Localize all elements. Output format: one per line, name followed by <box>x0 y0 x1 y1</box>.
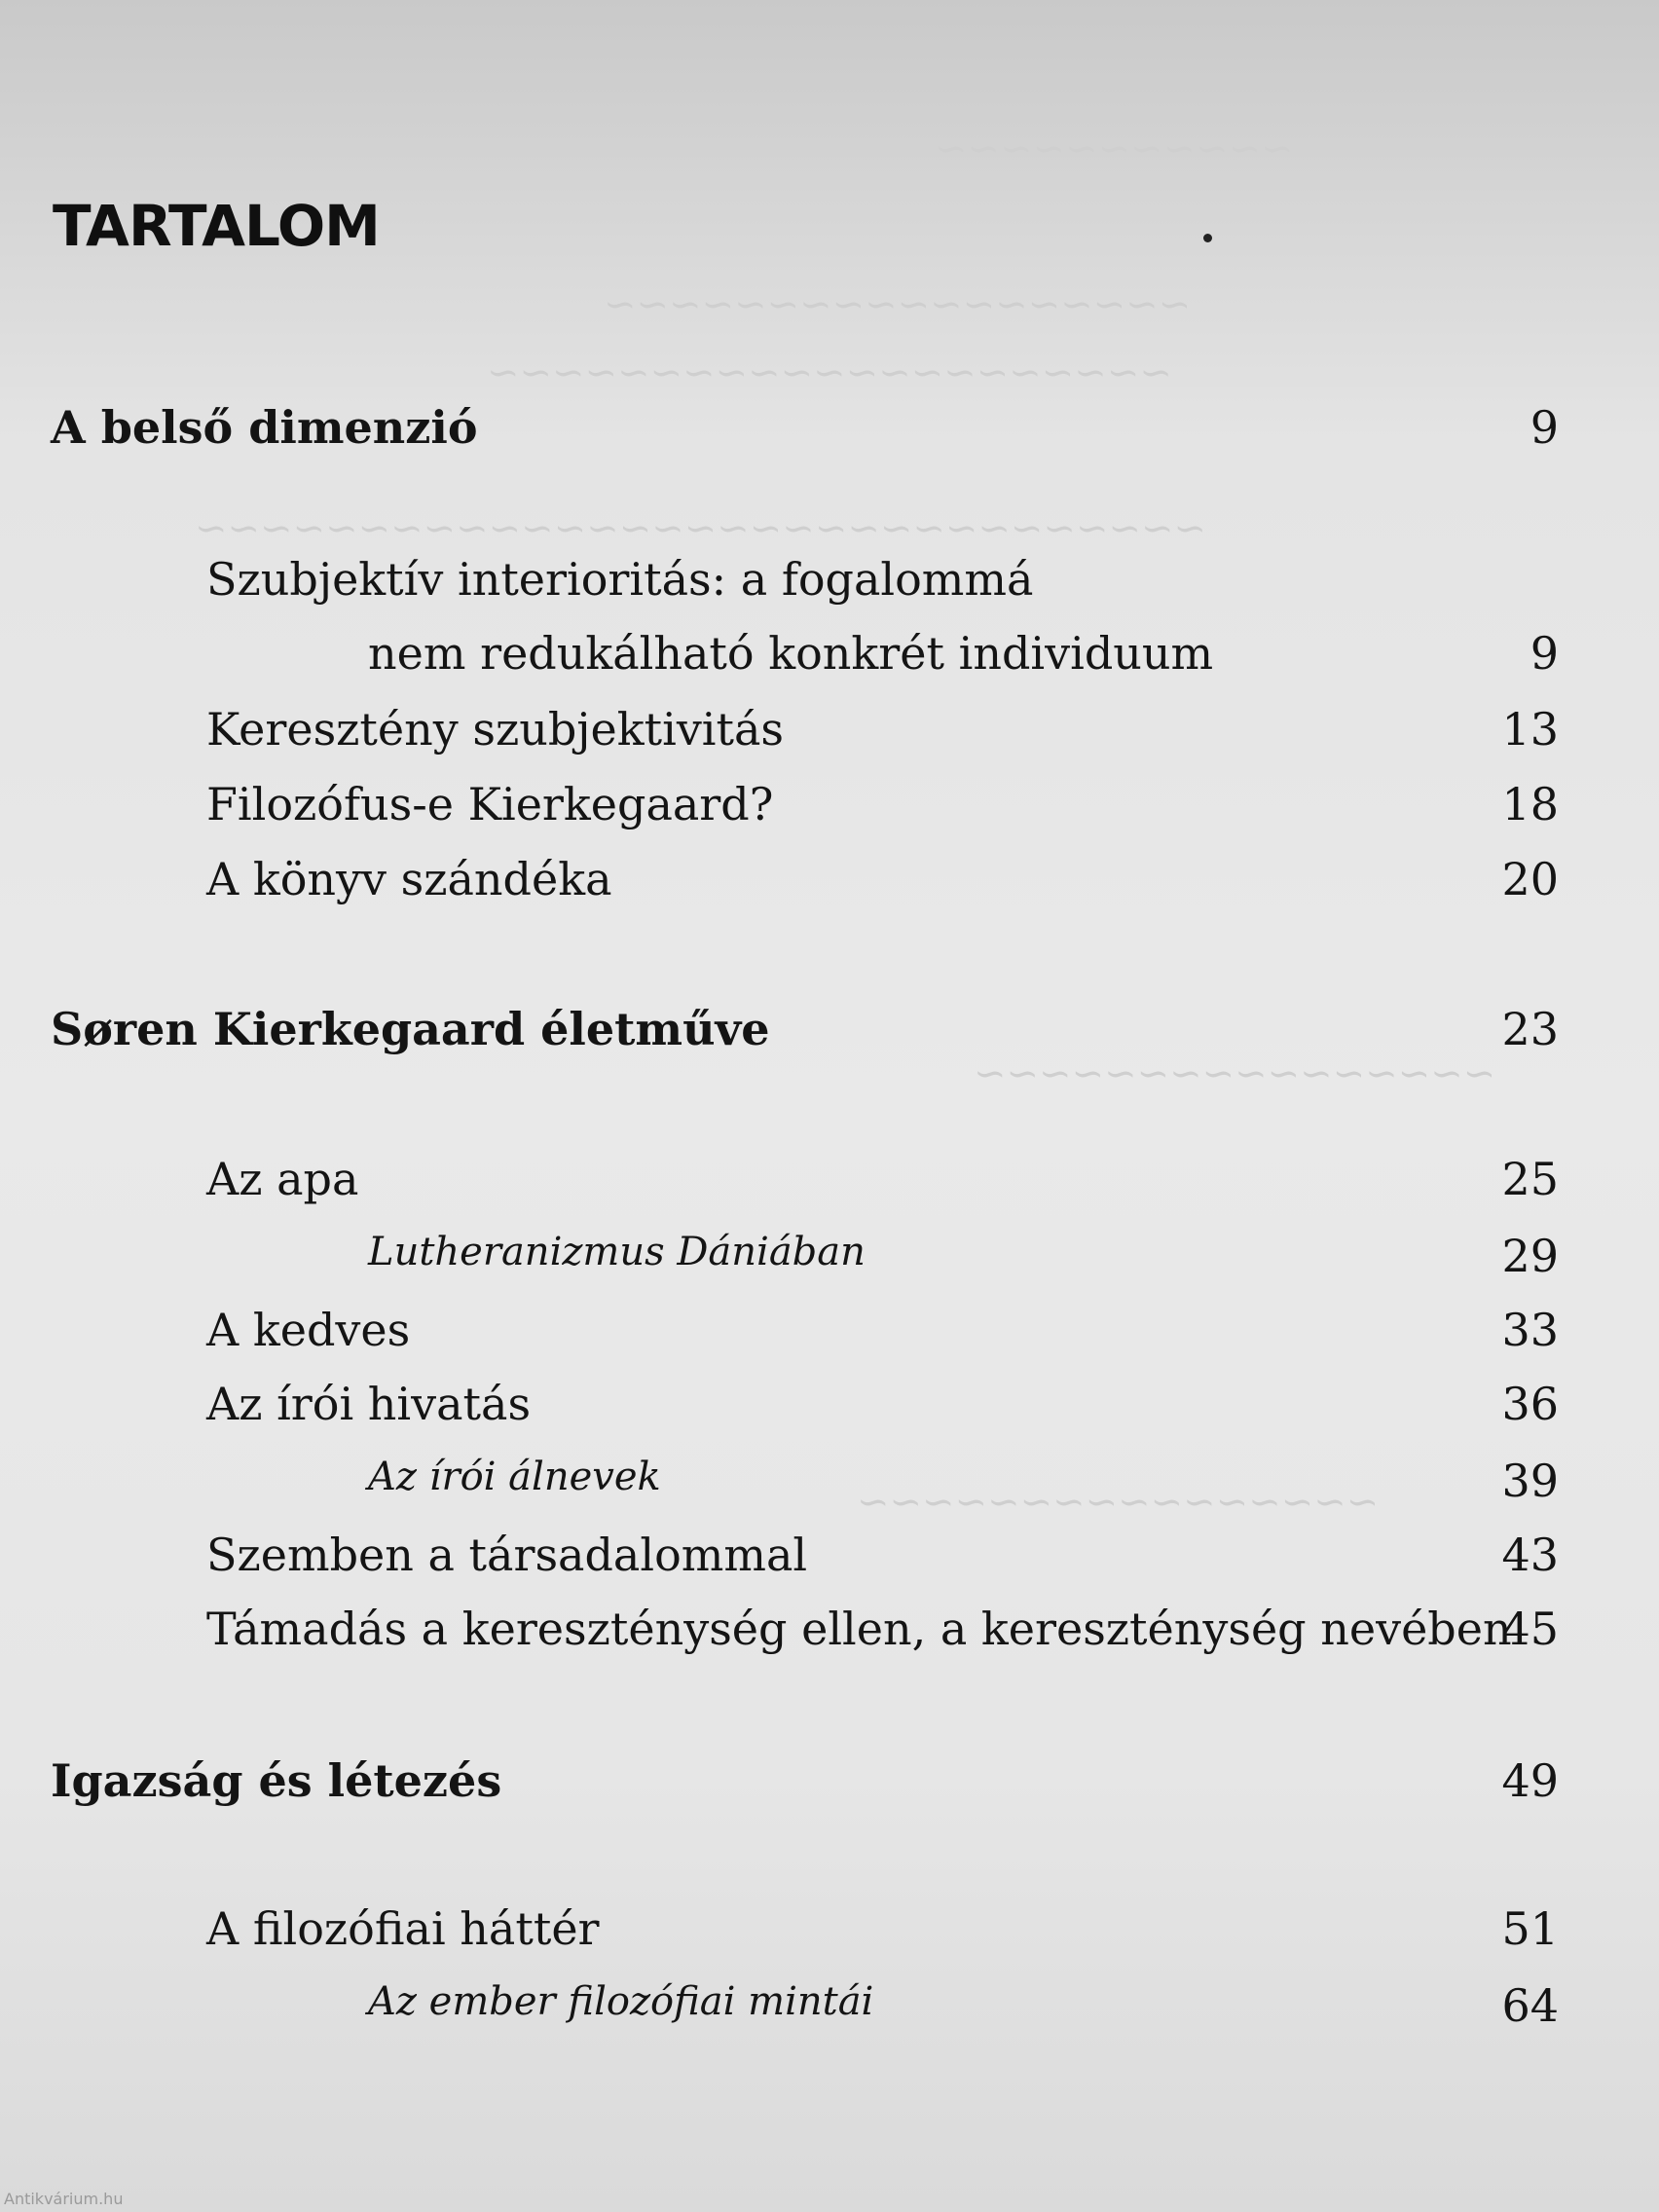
toc-page-number: 9 <box>1530 627 1559 680</box>
toc-page-number: 9 <box>1530 401 1559 454</box>
toc-entry-title: Søren Kierkegaard életműve <box>51 1003 770 1055</box>
toc-page-number: 13 <box>1501 703 1559 756</box>
toc-entry-title: Az ember filozófiai mintái <box>368 1979 874 2024</box>
toc-entry-part <box>0 1754 1659 1828</box>
toc-entry-title: Szubjektív interioritás: a fogalommá <box>206 553 1034 606</box>
toc-entry-chapter <box>0 778 1659 852</box>
toc-entry-part <box>0 401 1659 475</box>
toc-entry-chapter <box>0 1529 1659 1603</box>
toc-entry-part <box>0 1003 1659 1077</box>
toc-entry-chapter <box>0 1603 1659 1677</box>
toc-entry-chapter <box>0 1304 1659 1378</box>
toc-entry-title: Az apa <box>206 1153 359 1205</box>
toc-entry-subsection <box>0 1230 1659 1304</box>
toc-page-number: 23 <box>1501 1003 1559 1055</box>
toc-page-number: 20 <box>1501 853 1559 905</box>
toc-entry-title: Az írói hivatás <box>206 1378 532 1430</box>
toc-entry-title: A könyv szándéka <box>206 853 612 905</box>
toc-page-number: 33 <box>1501 1304 1559 1356</box>
toc-page-number: 36 <box>1501 1378 1559 1430</box>
toc-page-number: 25 <box>1501 1153 1559 1205</box>
toc-page-number: 49 <box>1501 1754 1559 1807</box>
toc-entry-title: nem redukálható konkrét individuum <box>368 627 1214 680</box>
bleed-through-text: ~~~~~~~~~~~~~~~~ <box>974 1051 1496 1096</box>
bleed-through-text: ~~~~~~~~~~~~~~~~ <box>857 1480 1380 1525</box>
toc-page-number: 51 <box>1501 1902 1559 1955</box>
bleed-through-text: ~~~~~~~~~~~~~~~~~~~~~~~~~~~~~~~ <box>195 506 1206 551</box>
toc-entry-chapter <box>0 1902 1659 1976</box>
toc-entry-title: Keresztény szubjektivitás <box>206 703 785 756</box>
watermark: Antikvárium.hu <box>4 2190 124 2208</box>
toc-entry-subsection <box>0 1455 1659 1529</box>
bleed-through-text: ~~~~~~~~~~~~~~~~~~~~~ <box>487 350 1172 395</box>
toc-entry-chapter <box>0 703 1659 777</box>
toc-page-number: 45 <box>1501 1603 1559 1655</box>
toc-page-number: 29 <box>1501 1230 1559 1282</box>
toc-entry-title: A belső dimenzió <box>51 401 478 454</box>
bleed-through-text: ~~~~~~~~~~~ <box>935 127 1294 171</box>
toc-entry-chapter <box>0 1378 1659 1452</box>
toc-page-number: 43 <box>1501 1529 1559 1581</box>
toc-entry-title: Igazság és létezés <box>51 1754 502 1807</box>
toc-heading: TARTALOM <box>53 193 380 259</box>
toc-entry-title: Lutheranizmus Dániában <box>368 1230 866 1274</box>
toc-entry-title: Filozófus-e Kierkegaard? <box>206 778 774 830</box>
toc-entry-title: A kedves <box>206 1304 411 1356</box>
bleed-through-text: ~~~~~~~~~~~~~~~~~~ <box>604 282 1192 327</box>
toc-page-number: 64 <box>1501 1979 1559 2032</box>
toc-entry-title: Az írói álnevek <box>368 1455 661 1499</box>
toc-entry-chapter <box>0 553 1659 627</box>
toc-entry-title: Támadás a kereszténység ellen, a kereszténység nevében <box>206 1603 1512 1655</box>
toc-page-number: 39 <box>1501 1455 1559 1507</box>
toc-entry-chapter <box>0 1153 1659 1227</box>
toc-entry-subsection <box>0 1979 1659 2053</box>
toc-entry-title: A filozófiai háttér <box>206 1902 600 1955</box>
ink-speck <box>1203 234 1212 242</box>
toc-entry-chapter <box>0 853 1659 927</box>
toc-page-number: 18 <box>1501 778 1559 830</box>
toc-entry-continuation <box>0 627 1659 701</box>
toc-entry-title: Szemben a társadalommal <box>206 1529 808 1581</box>
